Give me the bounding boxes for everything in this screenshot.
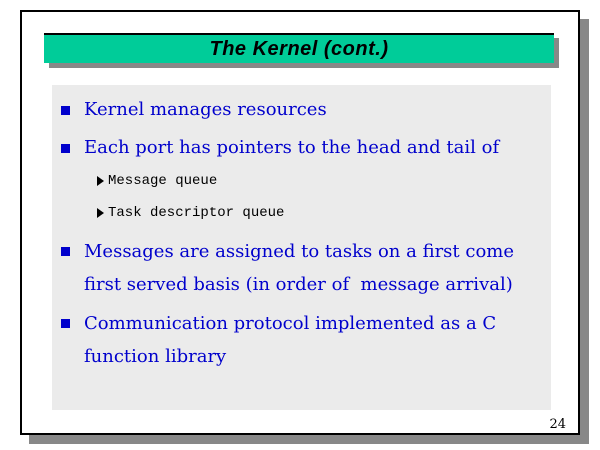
bullet-text <box>84 307 496 373</box>
bullet-item <box>61 98 541 122</box>
sub-bullet-text <box>108 172 217 190</box>
bullet-text <box>84 136 499 160</box>
bullet-line: function library <box>84 346 227 367</box>
bullet-line: Task descriptor queue <box>108 205 285 221</box>
square-bullet-icon <box>61 106 70 115</box>
triangle-bullet-icon <box>97 208 104 218</box>
triangle-bullet-icon <box>97 176 104 186</box>
content-panel <box>52 85 551 410</box>
bullet-line: Each port has pointers to the head and tail of <box>84 137 500 158</box>
bullet-item <box>61 235 541 301</box>
bullet-line: Communication protocol implemented as a C <box>84 313 497 334</box>
bullet-line: first served basis (in order of message arrival) <box>84 274 513 295</box>
slide-frame <box>20 10 580 435</box>
bullet-line: Kernel manages resources <box>84 99 327 120</box>
square-bullet-icon <box>61 319 70 328</box>
bullet-line: Message queue <box>108 173 218 189</box>
bullet-text <box>84 98 327 122</box>
sub-bullet-item <box>97 172 527 190</box>
square-bullet-icon <box>61 247 70 256</box>
title-banner <box>44 33 554 63</box>
sub-bullet-text <box>108 204 284 222</box>
bullet-text <box>84 235 514 301</box>
bullet-line: Messages are assigned to tasks on a first come <box>84 241 515 262</box>
bullet-item <box>61 307 541 373</box>
sub-bullet-item <box>97 204 527 222</box>
page-number: 24 <box>549 417 566 432</box>
square-bullet-icon <box>61 144 70 153</box>
bullet-item <box>61 136 541 160</box>
slide-title: The Kernel (cont.) <box>209 37 389 60</box>
